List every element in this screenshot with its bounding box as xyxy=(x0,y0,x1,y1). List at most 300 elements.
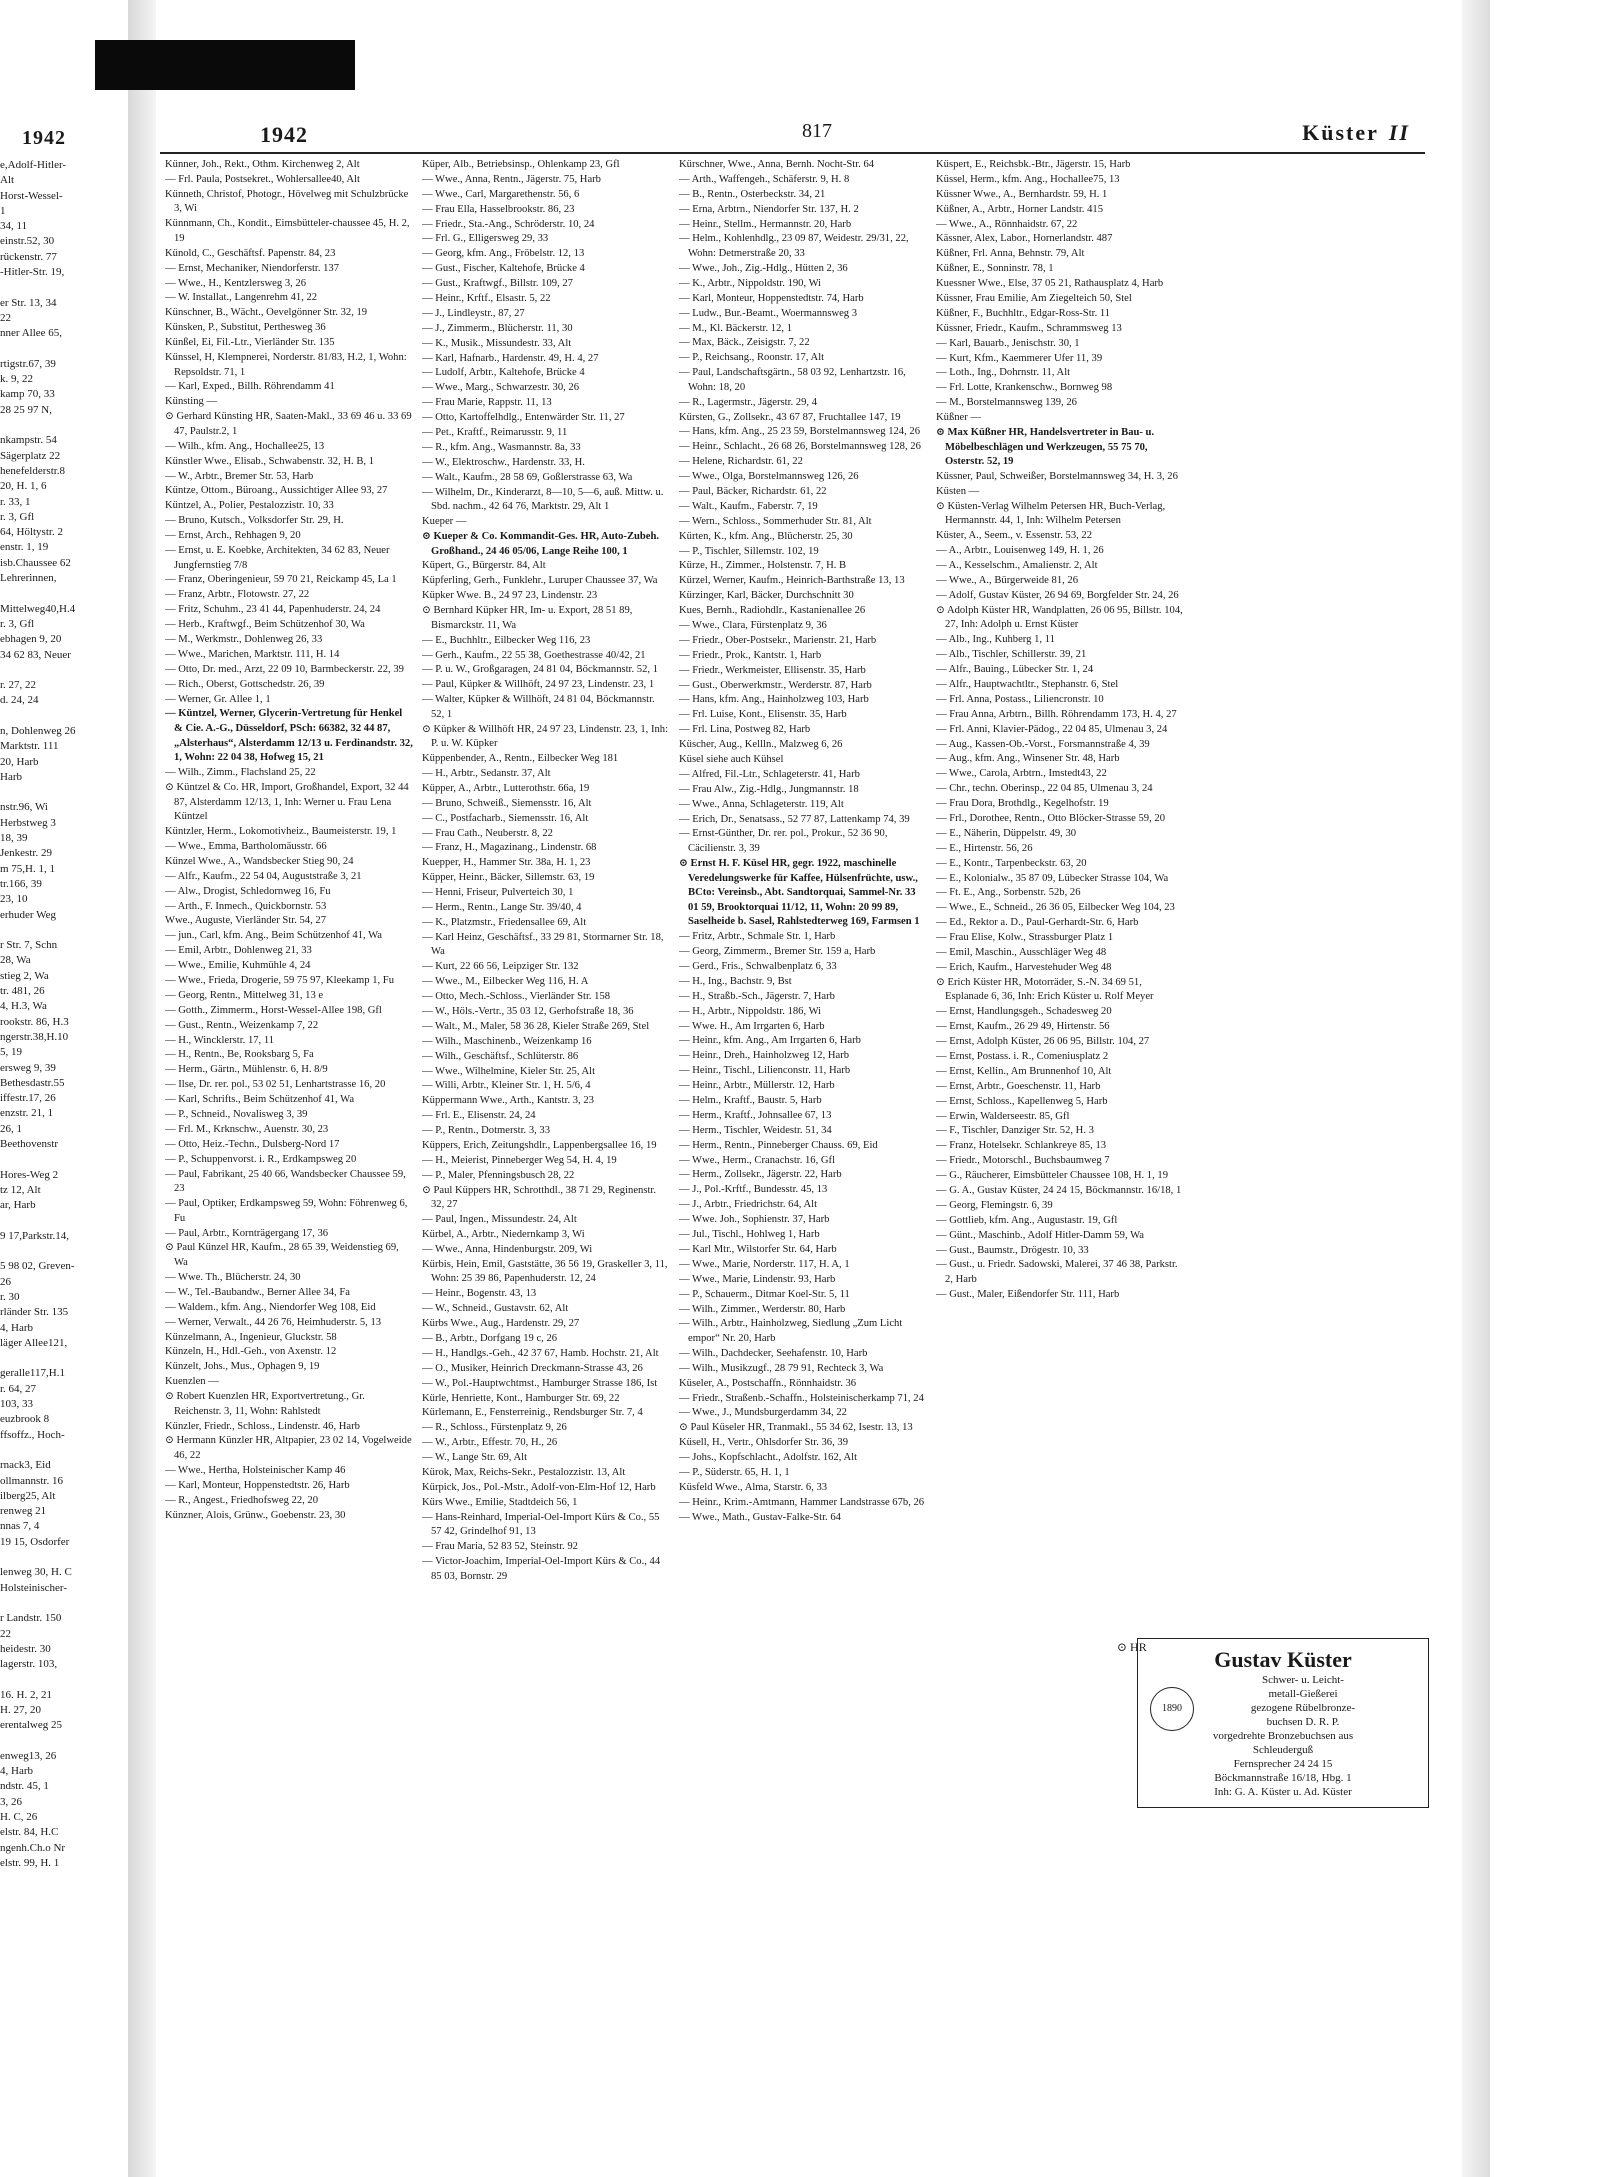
left-page-line: rtigstr.67, 39 xyxy=(0,357,56,370)
directory-entry: ⊙ Paul Küppers HR, Schrotthdl., 38 71 29, Reginenstr. 32, 27 xyxy=(422,1184,656,1211)
directory-entry: Küßner, A., Arbtr., Horner Landstr. 415 xyxy=(936,203,1103,215)
left-page-line: 26, 1 xyxy=(0,1122,22,1135)
directory-entry: — Alb., Ing., Kuhberg 1, 11 xyxy=(936,634,1055,646)
left-page-line: Lehrerinnen, xyxy=(0,572,57,585)
directory-entry: ⊙ Kueper & Co. Kommandit-Ges. HR, Auto-Zubeh. Großhand., 24 46 05/06, Lange Reihe 100, 1 xyxy=(422,530,660,557)
left-page-line: d. 24, 24 xyxy=(0,694,39,707)
left-page-line: ngerstr.38,H.10 xyxy=(0,1030,69,1043)
directory-entry: — Gust., Fischer, Kaltehofe, Brücke 4 xyxy=(422,263,585,275)
directory-entry: Kürschner, Wwe., Anna, Bernh. Nocht-Str. 64 xyxy=(679,159,875,170)
left-page-line: r. 3, Gfl xyxy=(0,510,35,523)
page-header xyxy=(260,116,1420,150)
directory-entry: — Heinr., Dreh., Hainholzweg 12, Harb xyxy=(679,1050,850,1062)
directory-entry: Kürten, K., kfm. Ang., Blücherstr. 25, 30 xyxy=(679,530,853,542)
directory-entry: — Wilh., Musikzugf., 28 79 91, Rechteck 3, Wa xyxy=(679,1362,884,1374)
directory-entry: — Karl Mtr., Wilstorfer Str. 64, Harb xyxy=(679,1243,837,1255)
directory-entry: — Friedr., Sta.-Ang., Schröderstr. 10, 24 xyxy=(422,218,595,230)
directory-entry: — P., Schneid., Novalisweg 3, 39 xyxy=(165,1109,308,1121)
directory-entry: — W., Arbtr., Effestr. 70, H., 26 xyxy=(422,1437,558,1449)
directory-entry: Künnmann, Ch., Kondit., Eimsbütteler-chaussee 45, H. 2, 19 xyxy=(165,218,410,244)
directory-entry: Künssel, H, Klempnerei, Norderstr. 81/83, H.2, 1, Wohn: Repsoldstr. 71, 1 xyxy=(165,351,407,378)
left-page-line: Horst-Wessel- xyxy=(0,189,63,202)
left-page-line: 23, 10 xyxy=(0,893,28,906)
directory-entry: — A., Arbtr., Louisenweg 149, H. 1, 26 xyxy=(936,545,1104,557)
directory-entry: — Franz, Oberingenieur, 59 70 21, Reickamp 45, La 1 xyxy=(165,574,397,586)
ad-line: Schwer- u. Leicht- xyxy=(1262,1674,1344,1686)
directory-entry: — Bruno, Kutsch., Volksdorfer Str. 29, H. xyxy=(165,515,344,527)
left-page-line: Holsteinischer- xyxy=(0,1581,67,1594)
directory-entry: — Wilh., Maschinenb., Weizenkamp 16 xyxy=(422,1035,592,1047)
directory-entry: — Frl. Anni, Klavier-Pädog., 22 04 85, Ulmenau 3, 24 xyxy=(936,723,1168,735)
directory-entry: Künner, Joh., Rekt., Othm. Kirchenweg 2, Alt xyxy=(165,159,360,170)
directory-entry: Küsel siehe auch Kühsel xyxy=(679,754,784,766)
directory-entry: — R., Schloss., Fürstenplatz 9, 26 xyxy=(422,1422,567,1434)
directory-entry: — Wwe., Joh., Zig.-Hdlg., Hütten 2, 36 xyxy=(679,262,848,274)
left-page-line: r. 30 xyxy=(0,1290,20,1303)
directory-entry: — Friedr., Motorschl., Buchsbaumweg 7 xyxy=(936,1155,1110,1167)
directory-entry: — Ernst, u. E. Koebke, Architekten, 34 62 83, Neuer Jungfernstieg 7/8 xyxy=(165,544,390,571)
directory-entry: Küppermann Wwe., Arth., Kantstr. 3, 23 xyxy=(422,1095,594,1107)
left-page-line: r Landstr. 150 xyxy=(0,1612,62,1625)
directory-entry: — Victor-Joachim, Imperial-Oel-Import Kürs & Co., 44 85 03, Bornstr. 29 xyxy=(422,1556,661,1582)
directory-column-3 xyxy=(679,158,927,1628)
header-page-number: 817 xyxy=(802,120,832,142)
directory-entry: — Alb., Tischler, Schillerstr. 39, 21 xyxy=(936,649,1087,661)
left-page-line: 4, Harb xyxy=(0,1321,33,1334)
left-page-line: Sägerplatz 22 xyxy=(0,449,61,462)
left-page-line: tz 12, Alt xyxy=(0,1183,41,1196)
directory-entry: — Wwe., Marie, Lindenstr. 93, Harb xyxy=(679,1273,836,1285)
header-year: 1942 xyxy=(260,122,308,147)
left-page-line: ilberg25, Alt xyxy=(0,1489,56,1502)
directory-entry: — Wwe., Hertha, Holsteinischer Kamp 46 xyxy=(165,1464,346,1476)
left-page-line: lagerstr. 103, xyxy=(0,1658,58,1671)
directory-entry: — Wwe., Anna, Schlageterstr. 119, Alt xyxy=(679,798,844,810)
ad-line: buchsen D. R. P. xyxy=(1266,1716,1340,1728)
directory-entry: — Wilh., Zimmer., Werderstr. 80, Harb xyxy=(679,1303,846,1315)
left-page-line: nnas 7, 4 xyxy=(0,1520,40,1533)
directory-entry: — Paul, Ingen., Missundestr. 24, Alt xyxy=(422,1214,577,1226)
directory-entry: — Friedr., Straßenb.-Schaffn., Holsteinischerkamp 71, 24 xyxy=(679,1392,924,1404)
directory-entry: — Frl. Lina, Postweg 82, Harb xyxy=(679,724,811,736)
left-page-line: 34 62 83, Neuer xyxy=(0,648,71,661)
directory-entry: — Georg, Flemingstr. 6, 39 xyxy=(936,1199,1053,1211)
directory-entry: — W., Höls.-Vertr., 35 03 12, Gerhofstraße 18, 36 xyxy=(422,1005,634,1017)
directory-entry: — W., Pol.-Hauptwchtmst., Hamburger Strasse 186, Ist xyxy=(422,1377,658,1389)
left-page-line: Harb xyxy=(0,770,22,783)
left-page-line: 5, 19 xyxy=(0,1046,22,1059)
ad-line: Fernsprecher 24 24 15 xyxy=(1233,1758,1333,1770)
directory-entry: ⊙ Erich Küster HR, Motorräder, S.-N. 34 69 51, Esplanade 6, 36, Inh: Erich Küster u. Rolf Meyer xyxy=(936,976,1154,1003)
ad-lines xyxy=(1148,1673,1418,1799)
directory-entry: — A., Kesselschm., Amalienstr. 2, Alt xyxy=(936,560,1098,572)
directory-entry: — Gust., Maler, Eißendorfer Str. 111, Harb xyxy=(936,1288,1120,1300)
directory-entry: — Arth., F. Inmech., Quickbornstr. 53 xyxy=(165,900,327,912)
left-page-line: 28, Wa xyxy=(0,954,31,967)
directory-entry: — W., Arbtr., Bremer Str. 53, Harb xyxy=(165,470,314,482)
directory-entry: — Wilh., Dachdecker, Seehafenstr. 10, Harb xyxy=(679,1347,868,1359)
directory-entry: — Günt., Maschinb., Adolf Hitler-Damm 59, Wa xyxy=(936,1229,1144,1241)
left-page-line: 5 98 02, Greven- xyxy=(0,1260,75,1273)
directory-entry: — H., Meierist, Pinneberger Weg 54, H. 4, 19 xyxy=(422,1154,617,1166)
left-page-line xyxy=(0,342,150,357)
directory-entry: — Heinr., Krim.-Amtmann, Hammer Landstrasse 67b, 26 xyxy=(679,1496,925,1508)
directory-entry: Kürzinger, Karl, Bäcker, Durchschnitt 30 xyxy=(679,590,854,602)
directory-entry: Kueper — xyxy=(422,516,467,528)
header-roman: II xyxy=(1388,120,1410,145)
directory-entry: — Wwe., Anna, Hindenburgstr. 209, Wi xyxy=(422,1243,593,1255)
directory-entry: — Aug., Kassen-Ob.-Vorst., Forsmannstraße 4, 39 xyxy=(936,738,1150,750)
left-page-line: läger Allee121, xyxy=(0,1336,68,1349)
directory-entry: — Walt., Kaufm., Faberstr. 7, 19 xyxy=(679,500,818,512)
directory-entry: — Frl. E., Elisenstr. 24, 24 xyxy=(422,1110,536,1122)
directory-entry: — K., Platzmstr., Friedensallee 69, Alt xyxy=(422,916,587,928)
ad-line: Schleuderguß xyxy=(1252,1744,1314,1756)
directory-entry: — Fritz, Schuhm., 23 41 44, Papenhuderstr. 24, 24 xyxy=(165,604,381,616)
directory-entry: Kässner, Alex, Labor., Hornerlandstr. 487 xyxy=(936,233,1113,245)
directory-entry: — Heinr., Stellm., Hermannstr. 20, Harb xyxy=(679,218,852,230)
directory-entry: ⊙ Küsten-Verlag Wilhelm Petersen HR, Buch-Verlag, Hermannstr. 44, 1, Inh: Wilhelm Petersen xyxy=(936,500,1166,527)
directory-entry: — Karl, Hafnarb., Hardenstr. 49, H. 4, 27 xyxy=(422,352,599,364)
header-rule xyxy=(160,152,1425,154)
directory-entry: — Emil, Maschin., Ausschläger Weg 48 xyxy=(936,947,1107,959)
left-page-line: ollmannstr. 16 xyxy=(0,1474,63,1487)
directory-entry: — Aug., kfm. Ang., Winsener Str. 48, Harb xyxy=(936,753,1120,765)
directory-entry: — Wwe., Emilie, Kuhmühle 4, 24 xyxy=(165,960,311,972)
directory-entry: — Ludw., Bur.-Beamt., Woermannsweg 3 xyxy=(679,307,858,319)
directory-entry: — Gerd., Fris., Schwalbenplatz 6, 33 xyxy=(679,961,837,973)
directory-entry: ⊙ Paul Küseler HR, Tranmakl., 55 34 62, Isestr. 13, 13 xyxy=(679,1422,913,1434)
directory-entry: Küßner, E., Sonninstr. 78, 1 xyxy=(936,263,1054,275)
directory-entry: Küpper, A., Arbtr., Lutterothstr. 66a, 19 xyxy=(422,782,590,794)
directory-entry: ⊙ Küntzel & Co. HR, Import, Großhandel, Export, 32 44 87, Alsterdamm 12/13, 1, Inh: Werner u. Frau Lena Küntzel xyxy=(165,782,409,823)
directory-entry: — Gust., Oberwerkmstr., Werderstr. 87, Harb xyxy=(679,679,872,691)
directory-entry: Küper, Alb., Betriebsinsp., Ohlenkamp 23, Gfl xyxy=(422,159,620,170)
directory-entry: — Franz, Hotelsekr. Schlankreye 85, 13 xyxy=(936,1140,1107,1152)
directory-entry: ⊙ Ernst H. F. Küsel HR, gegr. 1922, maschinelle Veredelungswerke für Kaffee, Hülsenfrüchte, usw., BCto: Vereinsb., Abt. Sandtorquai, Sammel-Nr. 33 01 59, Brooktorquai 11/12, 11, Wohn: 20 99 89, Saselheide b. Sasel, Rahlstedterweg 169, Farmsen 1 xyxy=(679,857,920,928)
left-page-line: 19 15, Osdorfer xyxy=(0,1535,70,1548)
directory-entry: — Ernst, Kellin., Am Brunnenhof 10, Alt xyxy=(936,1065,1112,1077)
directory-entry: — Herm., Tischler, Weidestr. 51, 34 xyxy=(679,1124,832,1136)
directory-entry: — P. u. W., Großgaragen, 24 81 04, Böckmannstr. 52, 1 xyxy=(422,664,658,676)
directory-entry: Künschner, B., Wächt., Oevelgönner Str. 32, 19 xyxy=(165,307,368,319)
left-page-line: 9 17,Parkstr.14, xyxy=(0,1229,70,1242)
left-page-line: enzstr. 21, 1 xyxy=(0,1107,54,1120)
left-page-line xyxy=(0,1443,150,1458)
directory-entry: — Gust., Baumstr., Drögestr. 10, 33 xyxy=(936,1244,1089,1256)
directory-entry: ⊙ Bernhard Küpker HR, Im- u. Export, 28 51 89, Bismarckstr. 11, Wa xyxy=(422,605,633,631)
left-page-line xyxy=(0,1596,150,1611)
directory-entry: Küscher, Aug., Kellln., Malzweg 6, 26 xyxy=(679,739,843,751)
directory-entry: — Helm., Kraftf., Baustr. 5, Harb xyxy=(679,1095,822,1107)
directory-entry: — Wwe., Wilhelmine, Kieler Str. 25, Alt xyxy=(422,1065,596,1077)
left-page-line: Jenkestr. 29 xyxy=(0,847,52,860)
directory-entry: — Ernst, Kaufm., 26 29 49, Hirtenstr. 56 xyxy=(936,1021,1110,1033)
directory-entry: — Adolf, Gustav Küster, 26 94 69, Borgfelder Str. 24, 26 xyxy=(936,589,1179,601)
left-page-line: 4, H.3, Wa xyxy=(0,1000,47,1013)
directory-entry: — Wwe., Carl, Margarethenstr. 56, 6 xyxy=(422,188,580,200)
directory-entry: — Jul., Tischl., Hohlweg 1, Harb xyxy=(679,1229,820,1241)
directory-entry: — Frl., Dorothee, Rentn., Otto Blöcker-Strasse 59, 20 xyxy=(936,813,1165,824)
directory-entry: — K., Musik., Missundestr. 33, Alt xyxy=(422,337,572,349)
directory-entry: — Frl. G., Elligersweg 29, 33 xyxy=(422,233,549,245)
scan-black-bar xyxy=(95,40,355,90)
directory-entry: — Herb., Kraftwgf., Beim Schützenhof 30, Wa xyxy=(165,619,365,631)
directory-entry: — G., Räucherer, Eimsbütteler Chaussee 108, H. 1, 19 xyxy=(936,1170,1168,1182)
left-page-line: 4, Harb xyxy=(0,1765,33,1778)
directory-entry: Künstler Wwe., Elisab., Schwabenstr. 32, H. B, 1 xyxy=(165,455,375,467)
directory-entry: — Wwe. Th., Blücherstr. 24, 30 xyxy=(165,1271,301,1283)
left-page-line: ebhagen 9, 20 xyxy=(0,633,62,646)
left-page-line: r. 3, Gfl xyxy=(0,617,35,630)
directory-entry: — Erna, Arbtrn., Niendorfer Str. 137, H. 2 xyxy=(679,203,859,215)
directory-entry: — Küntzel, Werner, Glycerin-Vertretung für Henkel & Cie. A.-G., Düsseldorf, PSch: 66382, 32 44 87, „Alsterhaus“, Alsterdamm 12/13 u. Ferdinandstr. 32, 1, Wohn: 22 04 38, Hofweg 15, 21 xyxy=(165,708,413,764)
directory-entry: — Frl. Lotte, Krankenschw., Bornweg 98 xyxy=(936,382,1113,394)
directory-entry: Küpker Wwe. B., 24 97 23, Lindenstr. 23 xyxy=(422,590,598,602)
left-page-line: lenweg 30, H. C xyxy=(0,1566,72,1579)
directory-entry: — G. A., Gustav Küster, 24 24 15, Böckmannstr. 16/18, 1 xyxy=(936,1184,1182,1196)
header-surname: Küster xyxy=(1302,120,1379,145)
directory-entry: — H., Wincklerstr. 17, 11 xyxy=(165,1034,275,1046)
left-page-line: 34, 11 xyxy=(0,220,28,233)
directory-entry: — E., Kolonialw., 35 87 09, Lübecker Strasse 104, Wa xyxy=(936,872,1169,884)
directory-entry: — Frau Maria, 52 83 52, Steinstr. 92 xyxy=(422,1541,578,1553)
directory-entry: Künneth, Christof, Photogr., Hövelweg mit Schulzbrücke 3, Wi xyxy=(165,188,409,215)
directory-entry: Kürbis, Hein, Emil, Gaststätte, 36 56 19, Graskeller 3, 11, Wohn: 25 39 86, Papenhuderstr. 12, 24 xyxy=(422,1258,668,1285)
directory-entry: Künzner, Alois, Grünw., Goebenstr. 23, 30 xyxy=(165,1509,346,1521)
directory-entry: — Wwe., Herm., Cranachstr. 16, Gfl xyxy=(679,1154,836,1166)
directory-entry: Künzelmann, A., Ingenieur, Gluckstr. 58 xyxy=(165,1331,337,1343)
directory-entry: — K., Arbtr., Nippoldstr. 190, Wi xyxy=(679,277,822,289)
directory-entry: Kürsten, G., Zollsekr., 43 67 87, Fruchtallee 147, 19 xyxy=(679,411,901,423)
directory-entry: — Gotth., Zimmerm., Horst-Wessel-Allee 198, Gfl xyxy=(165,1004,382,1016)
directory-entry: Kuenzlen — xyxy=(165,1376,219,1388)
directory-entry: — Frl. Luise, Kont., Elisenstr. 35, Harb xyxy=(679,709,847,721)
left-page-line: e,Adolf-Hitler- xyxy=(0,159,67,171)
directory-entry: — Friedr., Werkmeister, Ellisenstr. 35, Harb xyxy=(679,664,866,676)
directory-entry: ⊙ Gerhard Künsting HR, Saaten-Makl., 33 69 46 u. 33 69 47, Paulstr.2, 1 xyxy=(165,411,412,437)
directory-entry: — Gust., Rentn., Weizenkamp 7, 22 xyxy=(165,1019,319,1031)
directory-entry: Künsken, P., Substitut, Perthesweg 36 xyxy=(165,322,326,334)
ad-line: gezogene Rübelbronze- xyxy=(1250,1702,1356,1714)
directory-entry: — E., Buchhltr., Eilbecker Weg 116, 23 xyxy=(422,634,591,646)
directory-entry: — Paul, Optiker, Erdkampsweg 59, Wohn: Föhrenweg 6, Fu xyxy=(165,1198,408,1224)
directory-entry: — Wwe., A., Bürgerweide 81, 26 xyxy=(936,575,1079,587)
left-page-line: ngenh.Ch.o Nr xyxy=(0,1841,66,1854)
directory-entry: — Otto, Dr. med., Arzt, 22 09 10, Barmbeckerstr. 22, 39 xyxy=(165,663,404,675)
left-page-line: Alt xyxy=(0,174,15,187)
directory-entry: Küntzel, A., Polier, Pestalozzistr. 10, 33 xyxy=(165,500,334,512)
left-page-line: kamp 70, 33 xyxy=(0,388,55,401)
directory-entry: Kues, Bernh., Radiohdlr., Kastanienallee 26 xyxy=(679,605,866,617)
directory-entry: — P., Schauerm., Ditmar Koel-Str. 5, 11 xyxy=(679,1288,850,1300)
left-page-line: geralle117,H.1 xyxy=(0,1367,65,1380)
left-page-line: 26 xyxy=(0,1275,11,1288)
directory-entry: — Wilh., kfm. Ang., Hochallee25, 13 xyxy=(165,440,325,452)
left-page-line xyxy=(0,280,150,295)
left-page-line: Hores-Weg 2 xyxy=(0,1168,59,1181)
directory-entry: — H., Handlgs.-Geh., 42 37 67, Hamb. Hochstr. 21, Alt xyxy=(422,1347,659,1359)
directory-entry: — Alfr., Bauing., Lübecker Str. 1, 24 xyxy=(936,664,1094,676)
left-page-line: r. 64, 27 xyxy=(0,1382,37,1395)
left-page-line: isb.Chaussee 62 xyxy=(0,556,71,569)
left-page-line: erentalweg 25 xyxy=(0,1719,62,1732)
left-page-line: enstr. 1, 19 xyxy=(0,541,49,554)
header-name xyxy=(1302,120,1410,146)
left-page-line xyxy=(0,1550,150,1565)
directory-entry: — Bruno, Schweiß., Siemensstr. 16, Alt xyxy=(422,797,592,809)
directory-entry: — Hans-Reinhard, Imperial-Oel-Import Kürs & Co., 55 57 42, Grindelhof 91, 13 xyxy=(422,1511,660,1538)
left-page-line xyxy=(0,1152,150,1167)
left-page-line: Mittelweg40,H.4 xyxy=(0,602,76,615)
directory-entry: Kürs Wwe., Emilie, Stadtdeich 56, 1 xyxy=(422,1496,578,1508)
ad-seal: 1890 xyxy=(1150,1687,1194,1731)
directory-entry: — Frau Alw., Zig.-Hdlg., Jungmannstr. 18 xyxy=(679,783,859,795)
directory-entry: — Franz, H., Magazinang., Lindenstr. 68 xyxy=(422,842,597,854)
directory-entry: — Walter, Küpker & Willhöft, 24 81 04, Böckmannstr. 52, 1 xyxy=(422,694,655,720)
directory-entry: — M., Werkmstr., Dohlenweg 26, 33 xyxy=(165,634,323,646)
directory-entry: Künßel, Ei, Fil.-Ltr., Vierländer Str. 135 xyxy=(165,337,335,349)
directory-entry: — P., Rentn., Dotmerstr. 3, 33 xyxy=(422,1125,551,1137)
directory-entry: — Wwe., Olga, Borstelmannsweg 126, 26 xyxy=(679,471,859,483)
directory-entry: — Ernst, Handlungsgeh., Schadesweg 20 xyxy=(936,1006,1112,1018)
directory-entry: — Herm., Rentn., Pinneberger Chauss. 69, Eid xyxy=(679,1139,878,1151)
left-page-line: 20, H. 1, 6 xyxy=(0,480,47,493)
directory-entry: — Alw., Drogist, Schledornweg 16, Fu xyxy=(165,885,331,897)
left-page-line: Beethovenstr xyxy=(0,1138,59,1150)
directory-entry: — Ed., Rektor a. D., Paul-Gerhardt-Str. 6, Harb xyxy=(936,917,1139,929)
directory-entry: — Wwe., Math., Gustav-Falke-Str. 64 xyxy=(679,1511,841,1523)
directory-entry: — Ernst, Adolph Küster, 26 06 95, Billstr. 104, 27 xyxy=(936,1036,1150,1048)
page-gutter-shadow-right xyxy=(1462,0,1490,2177)
directory-entry: — Alfred, Fil.-Ltr., Schlageterstr. 41, Harb xyxy=(679,768,860,780)
left-page-line xyxy=(0,709,150,724)
directory-entry: — J., Lindleystr., 87, 27 xyxy=(422,307,525,319)
directory-entry: — Karl Heinz, Geschäftsf., 33 29 81, Stormarner Str. 18, Wa xyxy=(422,931,664,958)
directory-entry: — Ernst-Günther, Dr. rer. pol., Prokur., 52 36 90, Cäcilienstr. 3, 39 xyxy=(679,828,888,855)
directory-entry: — Werner, Gr. Allee 1, 1 xyxy=(165,693,271,705)
directory-entry: Künsting — xyxy=(165,396,218,408)
directory-entry: — Gust., Kraftwgf., Billstr. 109, 27 xyxy=(422,278,573,290)
left-page-line: 20, Harb xyxy=(0,755,39,768)
directory-entry: ⊙ Robert Kuenzlen HR, Exportvertretung., Gr. Reichenstr. 3, 11, Wohn: Rahlstedt xyxy=(165,1391,365,1417)
directory-entry: — Ilse, Dr. rer. pol., 53 02 51, Lenhartstrasse 16, 20 xyxy=(165,1079,386,1091)
directory-entry: — Wwe., Marie, Norderstr. 117, H. A, 1 xyxy=(679,1258,850,1270)
directory-entry: — Henni, Friseur, Pulverteich 30, 1 xyxy=(422,887,574,899)
directory-entry: — Karl, Exped., Billh. Röhrendamm 41 xyxy=(165,381,335,393)
left-page-line: elstr. 84, H.C xyxy=(0,1826,59,1839)
left-page-line xyxy=(0,1244,150,1259)
directory-entry: — Gust., u. Friedr. Sadowski, Malerei, 37 46 38, Parkstr. 2, Harb xyxy=(936,1259,1178,1286)
left-page-line: nkampstr. 54 xyxy=(0,434,57,447)
left-page-line: m 75,H. 1, 1 xyxy=(0,862,55,875)
left-page-line: 64, Höltystr. 2 xyxy=(0,526,63,539)
left-page-line xyxy=(0,1213,150,1228)
left-page-line: ndstr. 45, 1 xyxy=(0,1780,49,1793)
directory-entry: Küspert, E., Reichsbk.-Btr., Jägerstr. 15, Harb xyxy=(936,159,1131,170)
directory-entry: — Ludolf, Arbtr., Kaltehofe, Brücke 4 xyxy=(422,367,585,379)
directory-entry: — Wwe., H., Kentzlersweg 3, 26 xyxy=(165,277,307,289)
directory-entry: Kürbel, A., Arbtr., Niedernkamp 3, Wi xyxy=(422,1229,585,1241)
directory-entry: Küssner, Paul, Schweißer, Borstelmannsweg 34, H. 3, 26 xyxy=(936,471,1178,483)
directory-entry: — Wwe., Carola, Arbtrn., Imstedt43, 22 xyxy=(936,768,1107,780)
directory-entry: — R., Angest., Friedhofsweg 22, 20 xyxy=(165,1494,319,1506)
directory-entry: — Wwe., Marichen, Marktstr. 111, H. 14 xyxy=(165,648,340,660)
directory-entry: — Ernst, Mechaniker, Niendorferstr. 137 xyxy=(165,262,340,274)
directory-entry: — Georg, kfm. Ang., Fröbelstr. 12, 13 xyxy=(422,248,585,260)
left-page-line: 103, 33 xyxy=(0,1398,33,1411)
left-page-line: tr.166, 39 xyxy=(0,877,42,890)
directory-entry: — W., Schneid., Gustavstr. 62, Alt xyxy=(422,1303,569,1315)
left-page-line: n, Dohlenweg 26 xyxy=(0,724,76,737)
directory-entry: Küppenbender, A., Rentn., Eilbecker Weg 181 xyxy=(422,753,619,765)
directory-entry: — Helene, Richardstr. 61, 22 xyxy=(679,456,803,468)
directory-entry: — Walt., M., Maler, 58 36 28, Kieler Straße 269, Stel xyxy=(422,1020,650,1032)
directory-entry: — C., Postfacharb., Siemensstr. 16, Alt xyxy=(422,812,589,824)
left-page-line: rookstr. 86, H.3 xyxy=(0,1015,69,1028)
directory-entry: — E., Näherin, Düppelstr. 49, 30 xyxy=(936,827,1077,839)
directory-entry: — J., Zimmerm., Blücherstr. 11, 30 xyxy=(422,322,573,334)
ad-line: Böckmannstraße 16/18, Hbg. 1 xyxy=(1214,1772,1352,1784)
directory-entry: Kürzel, Werner, Kaufm., Heinrich-Barthstraße 13, 13 xyxy=(679,575,905,587)
left-page-year: 1942 xyxy=(22,127,66,149)
directory-entry: — Herm., Gärtn., Mühlenstr. 6, H. 8/9 xyxy=(165,1064,328,1076)
left-page-lines xyxy=(0,158,150,1871)
directory-entry: — P., Maler, Pfenningsbusch 28, 22 xyxy=(422,1169,575,1181)
directory-entry: — Arth., Waffengeh., Schäferstr. 9, H. 8 xyxy=(679,173,850,185)
left-page-line: k. 9, 22 xyxy=(0,373,33,386)
directory-entry: — Friedr., Prok., Kantstr. 1, Harb xyxy=(679,649,822,661)
directory-entry: Künzeln, H., Hdl.-Geh., von Axenstr. 12 xyxy=(165,1346,337,1358)
directory-entry: Küsell, H., Vertr., Ohlsdorfer Str. 36, 39 xyxy=(679,1437,848,1449)
directory-entry: Küßner — xyxy=(936,412,982,424)
left-page-line: nstr.96, Wi xyxy=(0,801,48,814)
directory-entry: — Wwe. Joh., Sophienstr. 37, Harb xyxy=(679,1214,830,1226)
directory-column-4 xyxy=(936,158,1184,1628)
directory-entry: — Heinr., Krftf., Elsastr. 5, 22 xyxy=(422,293,551,305)
directory-entry: — Gerh., Kaufm., 22 55 38, Goethestrasse 40/42, 21 xyxy=(422,649,646,661)
ad-line: Inh: G. A. Küster u. Ad. Küster xyxy=(1214,1786,1352,1798)
left-page-line: H. 27, 20 xyxy=(0,1703,41,1716)
directory-entry: — Herm., Zollsekr., Jägerstr. 22, Harb xyxy=(679,1169,842,1181)
directory-entry: — R., Lagermstr., Jägerstr. 29, 4 xyxy=(679,396,817,408)
directory-entry: — Wwe., E., Schneid., 26 36 05, Eilbecker Weg 104, 23 xyxy=(936,902,1175,914)
directory-entry: Küßner, F., Buchhltr., Edgar-Ross-Str. 11 xyxy=(936,307,1111,319)
directory-entry: — F., Tischler, Danziger Str. 52, H. 3 xyxy=(936,1125,1094,1137)
ad-line: vorgedrehte Bronzebuchsen aus xyxy=(1212,1730,1354,1742)
directory-entry: Küntzler, Herm., Lokomotivheiz., Baumeisterstr. 19, 1 xyxy=(165,826,397,838)
directory-entry: ⊙ Paul Künzel HR, Kaufm., 28 65 39, Weidenstieg 69, Wa xyxy=(165,1242,399,1269)
left-page-line: Marktstr. 111 xyxy=(0,740,59,753)
directory-entry: Küpper, Heinr., Bäcker, Sillemstr. 63, 19 xyxy=(422,872,595,884)
left-page-line: -Hitler-Str. 19, xyxy=(0,266,65,279)
directory-entry: Kürle, Henriette, Kont., Hamburger Str. 69, 22 xyxy=(422,1392,620,1404)
directory-entry: — Frau Elise, Kolw., Strassburger Platz 1 xyxy=(936,932,1114,944)
directory-entry: — Erwin, Walderseestr. 85, Gfl xyxy=(936,1110,1070,1122)
directory-entry: — Paul, Arbtr., Kornträgergang 17, 36 xyxy=(165,1227,329,1239)
directory-entry: — Heinr., Schlacht., 26 68 26, Borstelmannsweg 128, 26 xyxy=(679,441,921,453)
left-page-line: 22 xyxy=(0,311,11,324)
directory-entry: — Wwe., Emma, Bartholomäusstr. 66 xyxy=(165,841,327,852)
left-page-line: euzbrook 8 xyxy=(0,1413,50,1426)
directory-entry: — Wwe., J., Mundsburgerdamm 34, 22 xyxy=(679,1407,847,1419)
directory-entry: — Walt., Kaufm., 28 58 69, Goßlerstrasse 63, Wa xyxy=(422,471,633,483)
directory-entry: — P., Süderstr. 65, H. 1, 1 xyxy=(679,1467,790,1478)
directory-entry: Kuepper, H., Hammer Str. 38a, H. 1, 23 xyxy=(422,857,591,869)
directory-entry: — Wwe., A., Rönnhaidstr. 67, 22 xyxy=(936,218,1078,230)
directory-entry: — R., kfm. Ang., Wasmannstr. 8a, 33 xyxy=(422,441,581,453)
directory-entry: Küssner, Frau Emilie, Am Ziegelteich 50, Stel xyxy=(936,293,1132,305)
